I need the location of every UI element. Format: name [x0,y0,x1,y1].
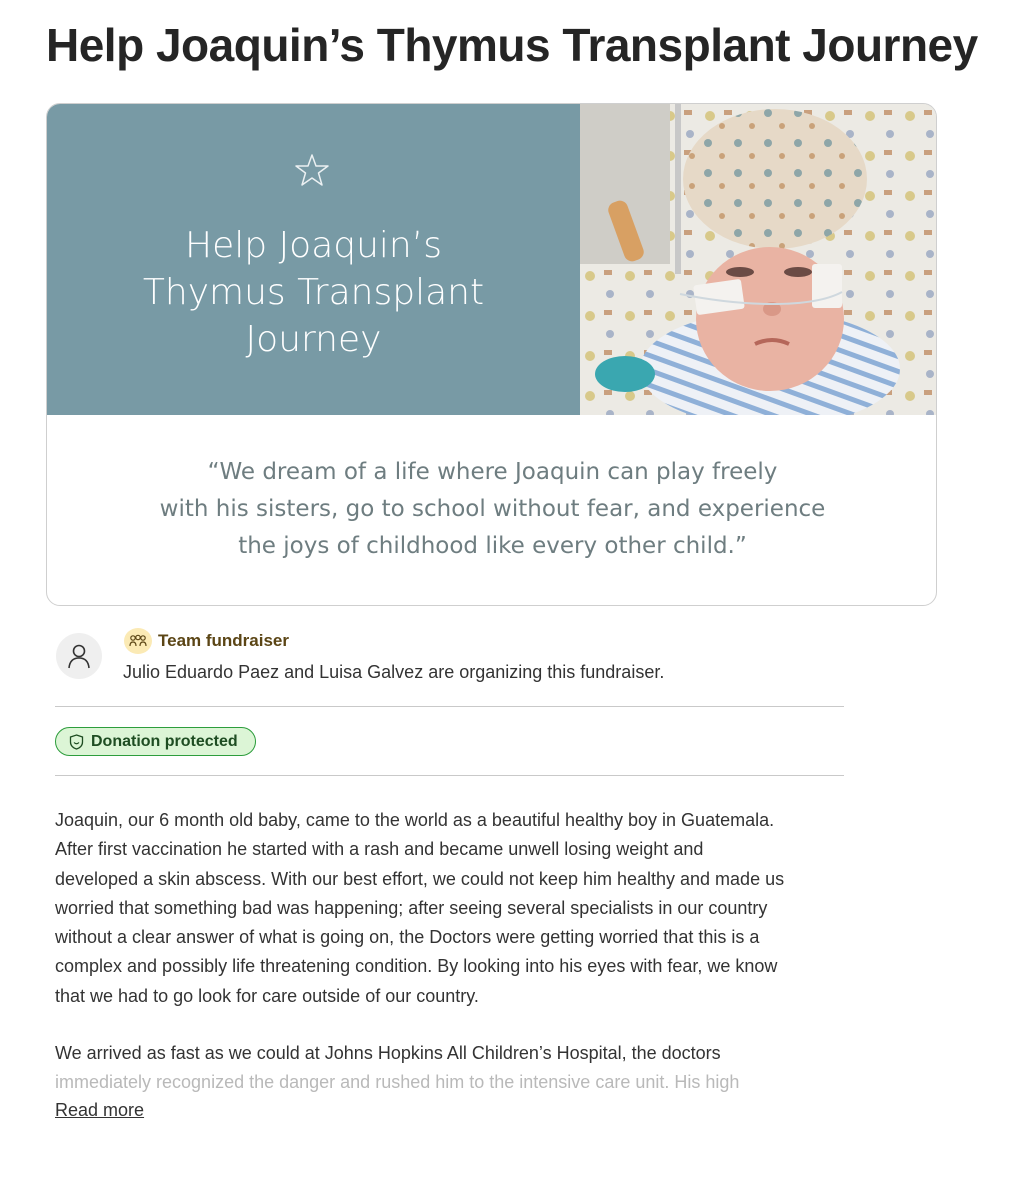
star-icon [294,152,330,188]
hero-quote-line: with his sisters, go to school without fear, and experience [159,496,826,522]
team-fundraiser-label: Team fundraiser [158,631,290,650]
hero-quote [47,454,937,565]
donation-protected-badge[interactable] [55,727,256,756]
hero-image[interactable] [46,103,937,606]
story-line: developed a skin abscess. With our best effort, we could not keep him healthy and made us [55,868,785,889]
donation-protected-label: Donation protected [91,732,238,750]
story-line: complex and possibly life threatening condition. By looking into his eyes with fear, we know [55,956,778,977]
hero-banner-title [47,222,580,363]
page-title: Help Joaquin’s Thymus Transplant Journey [46,19,978,71]
story-line: worried that something bad was happening; after seeing several specialists in our country [55,897,768,918]
team-icon [124,628,152,654]
baby-photo-illustration [580,104,937,415]
story-line: Joaquin, our 6 month old baby, came to the world as a beautiful healthy boy in Guatemala. [55,810,775,830]
story-paragraph [55,806,855,1011]
hero-quote-line: “We dream of a life where Joaquin can play freely [207,459,778,485]
organizer-text[interactable]: Julio Eduardo Paez and Luisa Galvez are organizing this fundraiser. [123,662,665,682]
story-line: that we had to go look for care outside of our country. [55,985,479,1006]
divider [55,706,844,707]
hero-quote-line: the joys of childhood like every other child.” [238,533,747,559]
hero-banner-title-line: Journey [245,319,382,360]
person-icon [67,643,91,669]
story-paragraph [55,1039,855,1098]
hero-banner [47,104,580,415]
read-more-link[interactable]: Read more [55,1100,145,1120]
story-line: After first vaccination he started with a rash and became unwell losing weight and [55,839,704,860]
hero-banner-title-line: Help Joaquin’s [185,225,442,266]
story-line-faded: immediately recognized the danger and rushed him to the intensive care unit. His high [55,1072,740,1093]
baby-photo [580,104,937,415]
hero-banner-title-line: Thymus Transplant [142,272,485,313]
divider [55,775,844,776]
story-line: We arrived as fast as we could at Johns Hopkins All Children’s Hospital, the doctors [55,1043,721,1063]
story-line: without a clear answer of what is going on, the Doctors were getting worried that this is a [55,927,760,948]
organizer-avatar[interactable] [56,633,102,679]
shield-icon [69,734,84,750]
